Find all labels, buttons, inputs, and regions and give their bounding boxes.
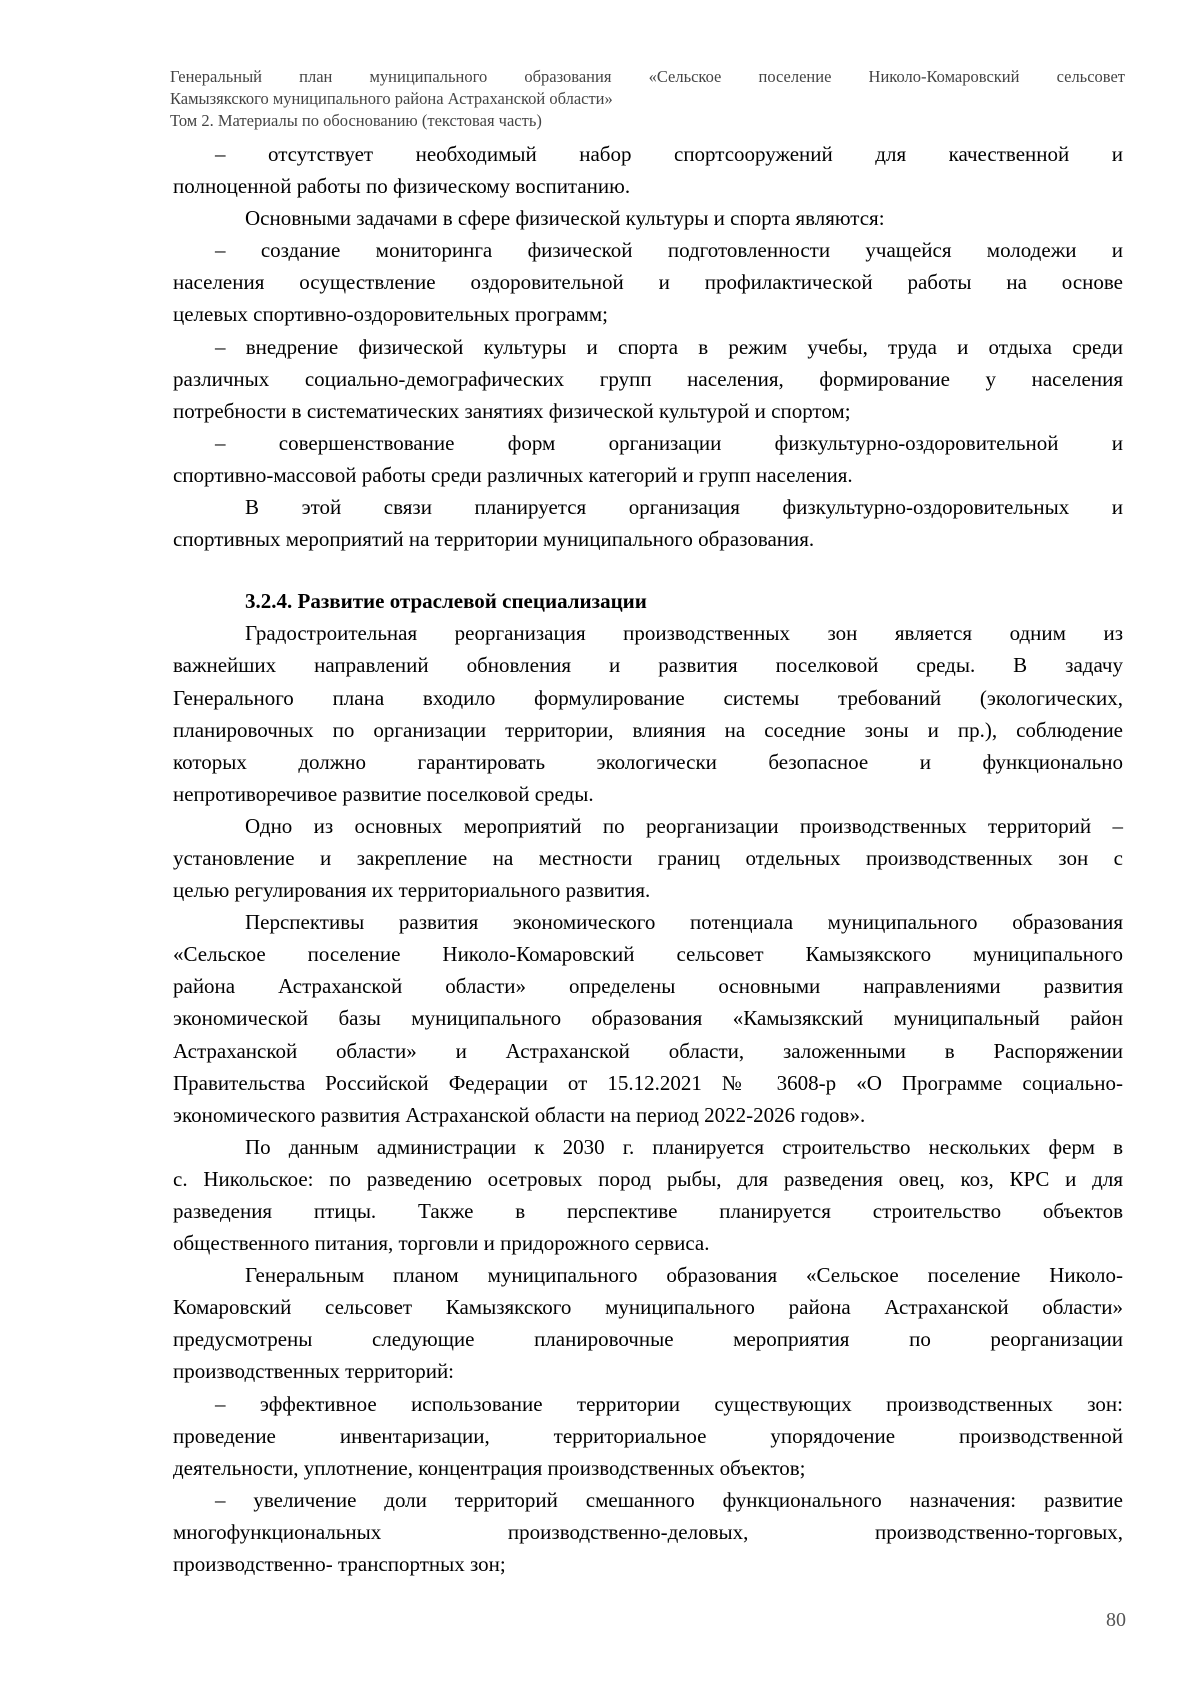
text-line: района Астраханской области» определены основными направлениями развития — [173, 974, 1123, 999]
text-line: – совершенствование форм организации физкультурно-оздоровительной и — [215, 430, 1123, 455]
text-line: – увеличение доли территорий смешанного функционального назначения: развитие — [215, 1487, 1123, 1512]
text-line: установление и закрепление на местности границ отдельных производственных зон с — [173, 845, 1123, 870]
text-line: с. Никольское: по разведению осетровых пород рыбы, для разведения овец, коз, КРС и для — [173, 1166, 1123, 1191]
text-line: потребности в систематических занятиях физической культурой и спортом; — [173, 398, 851, 423]
page-header — [170, 66, 1125, 132]
text-line: проведение инвентаризации, территориальное упорядочение производственной — [173, 1423, 1123, 1448]
text-line: производственных территорий: — [173, 1359, 455, 1384]
text-line: – создание мониторинга физической подготовленности учащейся молодежи и — [215, 238, 1123, 263]
text-line: планировочных по организации территории, влияния на соседние зоны и пр.), соблюдение — [173, 717, 1123, 742]
document-body — [173, 138, 1123, 1580]
header-line: Камызякского муниципального района Астраханской области» — [170, 89, 613, 108]
text-line: – эффективное использование территории существующих производственных зон: — [215, 1391, 1123, 1416]
text-line: Комаровский сельсовет Камызякского муниципального района Астраханской области» — [173, 1295, 1123, 1320]
text-line: «Сельское поселение Николо-Комаровский сельсовет Камызякского муниципального — [173, 942, 1123, 967]
text-line: полноценной работы по физическому воспитанию. — [173, 174, 631, 199]
text-line: многофункциональных производственно-деловых, производственно-торговых, — [173, 1519, 1123, 1544]
page-number: 80 — [1106, 1609, 1126, 1631]
text-line: В этой связи планируется организация физкультурно-оздоровительных и — [245, 495, 1123, 520]
text-line: – внедрение физической культуры и спорта в режим учебы, труда и отдыха среди — [215, 334, 1123, 359]
text-line: экономического развития Астраханской области на период 2022-2026 годов». — [173, 1102, 866, 1127]
text-line: производственно- транспортных зон; — [173, 1552, 506, 1577]
text-line: Генеральным планом муниципального образования «Сельское поселение Николо- — [245, 1263, 1123, 1288]
text-line: целевых спортивно-оздоровительных программ; — [173, 302, 608, 327]
text-line: деятельности, уплотнение, концентрация производственных объектов; — [173, 1455, 806, 1480]
section-heading: 3.2.4. Развитие отраслевой специализации — [245, 589, 647, 614]
text-line: общественного питания, торговли и придорожного сервиса. — [173, 1231, 710, 1256]
text-line: разведения птицы. Также в перспективе планируется строительство объектов — [173, 1199, 1123, 1223]
text-line: Одно из основных мероприятий по реорганизации производственных территорий – — [245, 813, 1123, 838]
text-line: Генерального плана входило формулирование системы требований (экологических, — [173, 685, 1123, 710]
text-line: По данным администрации к 2030 г. планируется строительство нескольких ферм в — [245, 1134, 1123, 1159]
text-line: – отсутствует необходимый набор спортсооружений для качественной и — [215, 142, 1123, 166]
text-line: Основными задачами в сфере физической культуры и спорта являются: — [245, 206, 885, 231]
text-line: непротиворечивое развитие поселковой среды. — [173, 781, 594, 806]
header-line: Генеральный план муниципального образования «Сельское поселение Николо-Комаровский сельсовет — [170, 67, 1125, 86]
text-line: Астраханской области» и Астраханской области, заложенными в Распоряжении — [173, 1038, 1123, 1063]
text-line: Градостроительная реорганизация производственных зон является одним из — [245, 621, 1123, 646]
text-line: Перспективы развития экономического потенциала муниципального образования — [245, 910, 1123, 935]
text-line: целью регулирования их территориального развития. — [173, 878, 651, 903]
text-line: спортивных мероприятий на территории муниципального образования. — [173, 527, 815, 552]
section-gap — [173, 555, 1123, 585]
text-line: спортивно-массовой работы среди различных категорий и групп населения. — [173, 462, 853, 487]
text-line: различных социально-демографических групп населения, формирование у населения — [173, 366, 1123, 391]
text-line: экономической базы муниципального образования «Камызякский муниципальный район — [173, 1006, 1123, 1031]
text-line: Правительства Российской Федерации от 15.12.2021 № 3608-р «О Программе социально- — [173, 1070, 1123, 1095]
text-line: населения осуществление оздоровительной и профилактической работы на основе — [173, 270, 1123, 295]
text-line: предусмотрены следующие планировочные мероприятия по реорганизации — [173, 1327, 1123, 1352]
text-line: важнейших направлений обновления и развития поселковой среды. В задачу — [173, 653, 1123, 678]
text-line: которых должно гарантировать экологически безопасное и функционально — [173, 749, 1123, 774]
header-line: Том 2. Материалы по обоснованию (текстовая часть) — [170, 111, 542, 130]
